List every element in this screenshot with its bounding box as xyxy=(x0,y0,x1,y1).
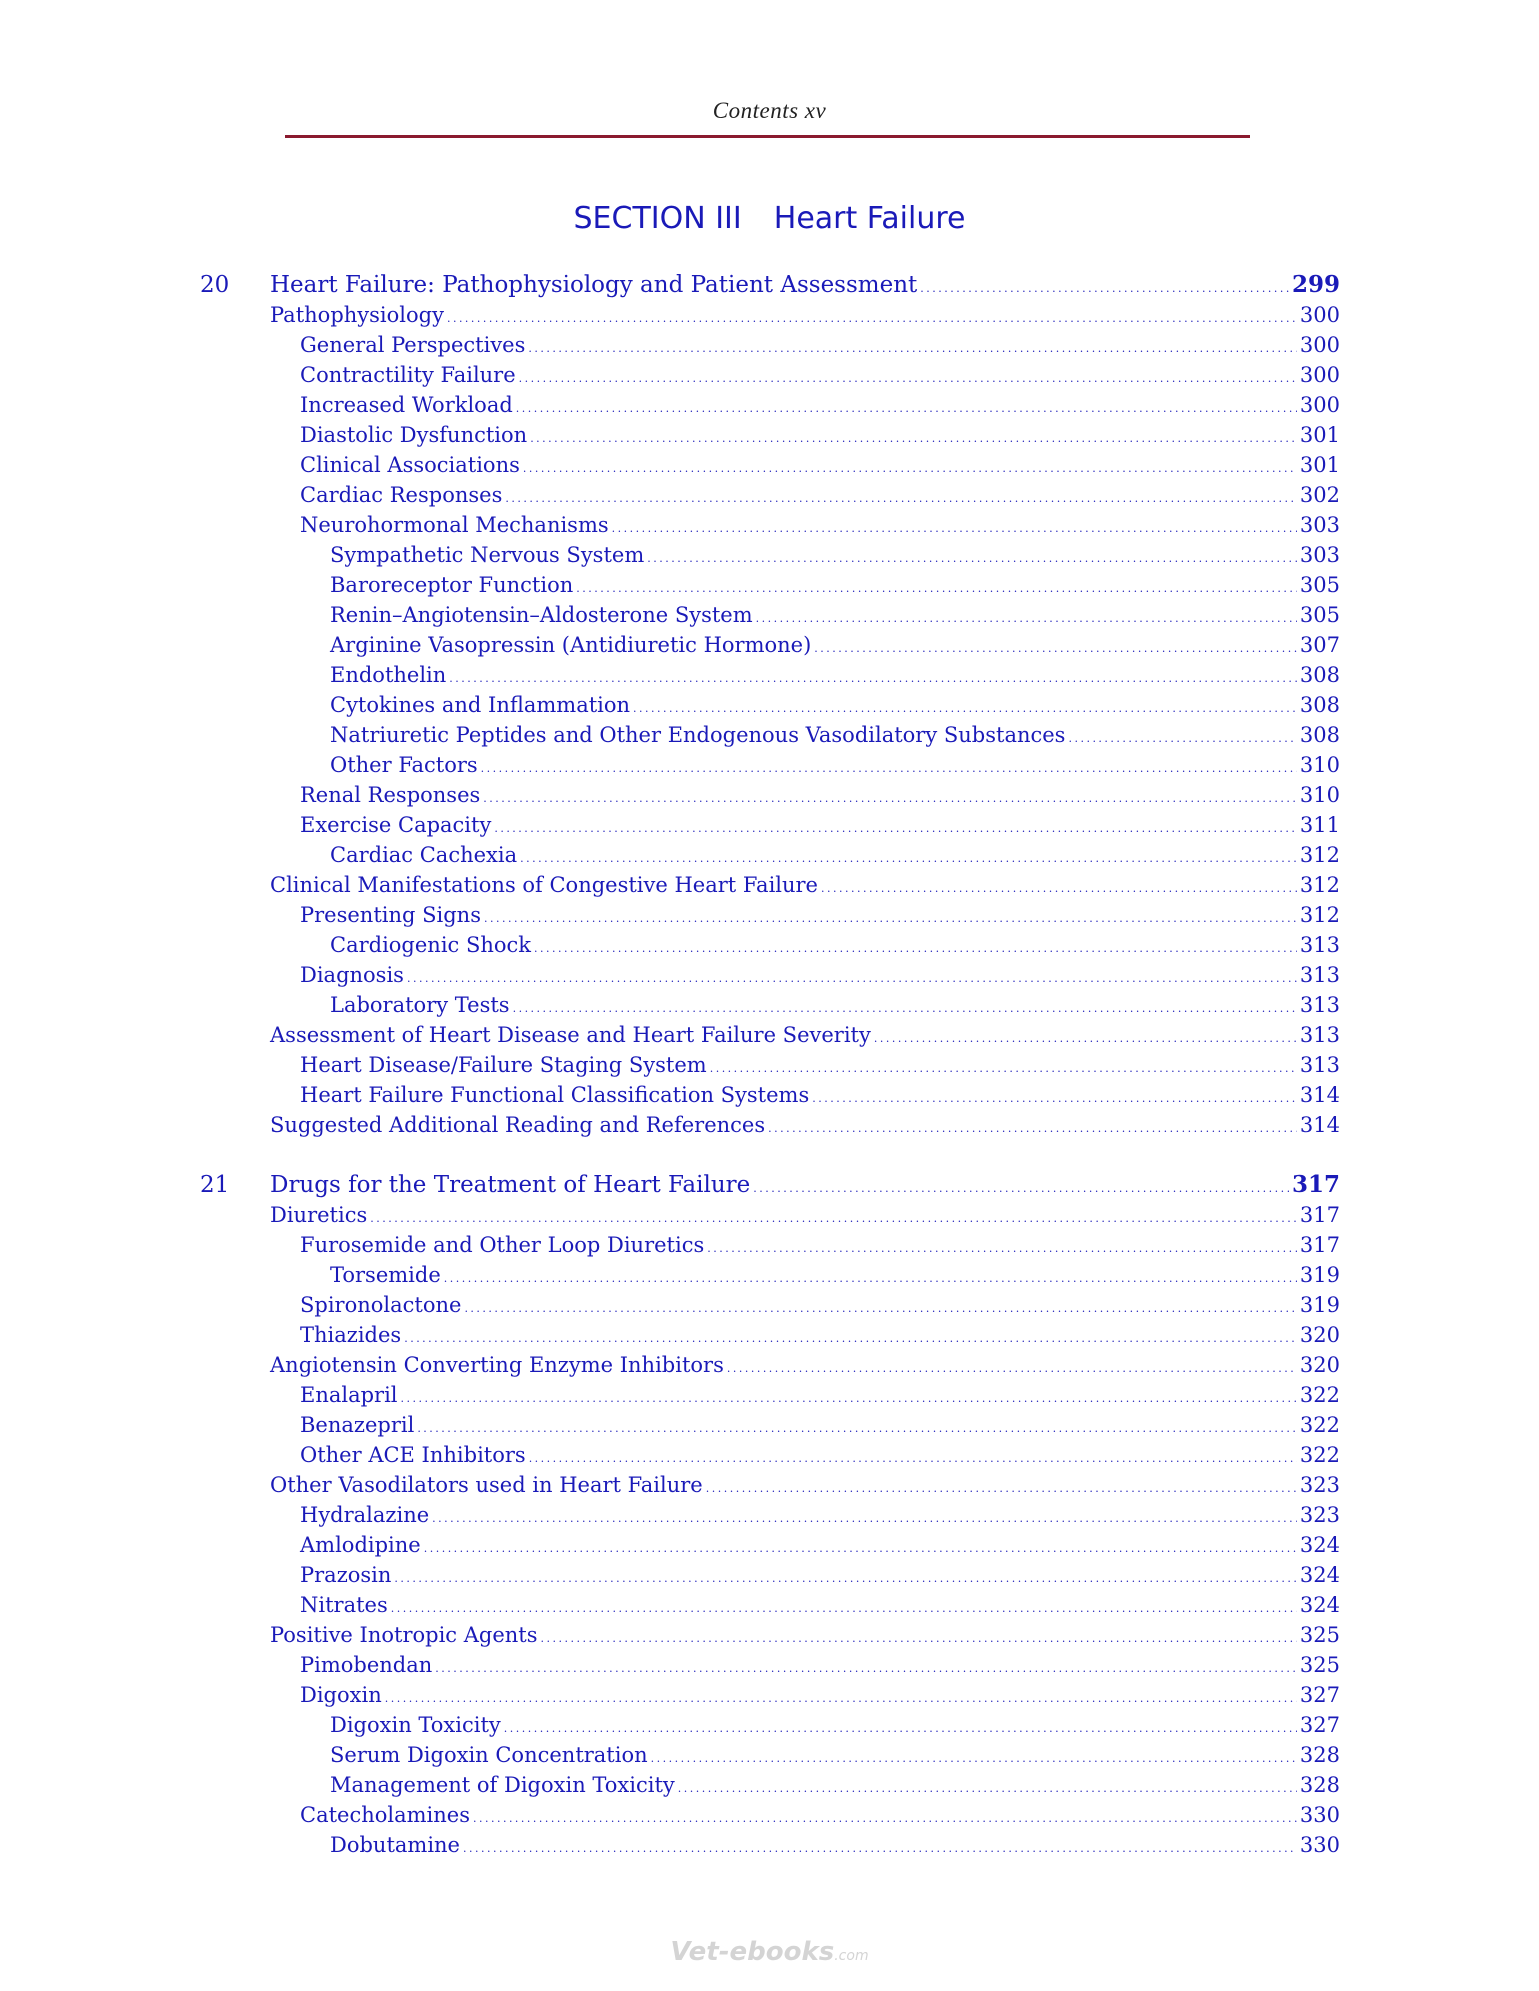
entry-title: Angiotensin Converting Enzyme Inhibitors xyxy=(270,1353,724,1377)
entry-title: Diastolic Dysfunction xyxy=(300,423,528,447)
entry-title: Serum Digoxin Concentration xyxy=(330,1743,648,1767)
page-number: 319 xyxy=(1299,1263,1340,1287)
toc-entry[interactable] xyxy=(0,1650,1539,1680)
dot-leader xyxy=(633,690,1297,724)
toc-entry[interactable] xyxy=(0,1590,1539,1620)
page-number: 300 xyxy=(1299,393,1340,417)
dot-leader xyxy=(678,1770,1297,1804)
page-number: 313 xyxy=(1299,1023,1340,1047)
entry-title: Cytokines and Inflammation xyxy=(330,693,631,717)
entry-title: Renin–Angiotensin–Aldosterone System xyxy=(330,603,753,627)
dot-leader xyxy=(753,1170,1289,1204)
page-number: 319 xyxy=(1299,1293,1340,1317)
entry-title: Positive Inotropic Agents xyxy=(270,1623,538,1647)
toc-entry[interactable] xyxy=(0,810,1539,840)
dot-leader xyxy=(651,1740,1297,1774)
dot-leader xyxy=(481,750,1297,784)
entry-title: General Perspectives xyxy=(300,333,526,357)
toc-entry[interactable] xyxy=(0,1080,1539,1110)
dot-leader xyxy=(920,270,1289,304)
dot-leader xyxy=(513,990,1297,1024)
section-heading xyxy=(0,201,1539,236)
dot-leader xyxy=(449,660,1297,694)
page-number: 299 xyxy=(1291,271,1340,298)
dot-leader xyxy=(473,1800,1297,1834)
page-number: 302 xyxy=(1299,483,1340,507)
toc-entry[interactable] xyxy=(0,960,1539,990)
page-number: 305 xyxy=(1299,603,1340,627)
toc-entry[interactable] xyxy=(0,1200,1539,1230)
toc-entry[interactable] xyxy=(0,900,1539,930)
entry-title: Heart Failure Functional Classification Systems xyxy=(300,1083,810,1107)
toc-entry[interactable] xyxy=(0,1320,1539,1350)
dot-leader xyxy=(483,780,1297,814)
page-number: 322 xyxy=(1299,1413,1340,1437)
entry-title: Clinical Associations xyxy=(300,453,520,477)
entry-title: Diuretics xyxy=(270,1203,368,1227)
dot-leader xyxy=(814,630,1297,664)
dot-leader xyxy=(370,1200,1297,1234)
entry-title: Pimobendan xyxy=(300,1653,433,1677)
page-number: 311 xyxy=(1299,813,1340,837)
entry-title: Contractility Failure xyxy=(300,363,516,387)
section-title: Heart Failure xyxy=(773,201,966,236)
dot-leader xyxy=(768,1110,1297,1144)
toc-entry[interactable] xyxy=(0,510,1539,540)
toc-entry[interactable] xyxy=(0,1710,1539,1740)
entry-title: Heart Failure: Pathophysiology and Patient Assessment xyxy=(270,272,918,298)
entry-title: Presenting Signs xyxy=(300,903,481,927)
entry-title: Exercise Capacity xyxy=(300,813,492,837)
toc-entry[interactable] xyxy=(0,1350,1539,1380)
page-number: 322 xyxy=(1299,1383,1340,1407)
entry-title: Nitrates xyxy=(300,1593,388,1617)
page-number: 312 xyxy=(1299,873,1340,897)
entry-title: Amlodipine xyxy=(300,1533,421,1557)
dot-leader xyxy=(812,1080,1297,1114)
dot-leader xyxy=(391,1590,1297,1624)
running-head: Contents xv xyxy=(712,98,827,123)
entry-title: Neurohormonal Mechanisms xyxy=(300,513,609,537)
toc-entry[interactable] xyxy=(0,870,1539,900)
dot-leader xyxy=(464,1290,1296,1324)
toc-entry[interactable] xyxy=(0,1500,1539,1530)
entry-title: Arginine Vasopressin (Antidiuretic Hormone) xyxy=(330,633,812,657)
page-number: 303 xyxy=(1299,543,1340,567)
entry-title: Enalapril xyxy=(300,1383,398,1407)
entry-title: Benazepril xyxy=(300,1413,415,1437)
page-number: 307 xyxy=(1299,633,1340,657)
entry-title: Digoxin Toxicity xyxy=(330,1713,501,1737)
toc-entry[interactable] xyxy=(0,480,1539,510)
page-number: 300 xyxy=(1299,333,1340,357)
page-number: 320 xyxy=(1299,1323,1340,1347)
page-number: 300 xyxy=(1299,363,1340,387)
page-number: 308 xyxy=(1299,663,1340,687)
toc-entry[interactable] xyxy=(0,1830,1539,1860)
page-number: 327 xyxy=(1299,1713,1340,1737)
dot-leader xyxy=(394,1560,1296,1594)
page-number: 324 xyxy=(1299,1533,1340,1557)
page-number: 303 xyxy=(1299,513,1340,537)
chapter-number: 21 xyxy=(200,1172,230,1198)
dot-leader xyxy=(821,870,1297,904)
page-number: 308 xyxy=(1299,693,1340,717)
toc-entry[interactable] xyxy=(0,420,1539,450)
entry-title: Suggested Additional Reading and References xyxy=(270,1113,766,1137)
toc-entry[interactable] xyxy=(0,450,1539,480)
page-number: 328 xyxy=(1299,1773,1340,1797)
toc-entry[interactable] xyxy=(0,1800,1539,1830)
dot-leader xyxy=(424,1530,1297,1564)
toc-entry[interactable] xyxy=(0,570,1539,600)
entry-title: Heart Disease/Failure Staging System xyxy=(300,1053,707,1077)
toc-entry[interactable] xyxy=(0,1260,1539,1290)
watermark-main: Vet-ebooks xyxy=(670,1937,835,1967)
toc-entry[interactable] xyxy=(0,300,1539,330)
toc-entry[interactable] xyxy=(0,630,1539,660)
dot-leader xyxy=(505,480,1297,514)
page-number: 323 xyxy=(1299,1503,1340,1527)
toc-entry[interactable] xyxy=(0,1620,1539,1650)
toc-entry[interactable] xyxy=(0,1530,1539,1560)
dot-leader xyxy=(707,1230,1297,1264)
dot-leader xyxy=(520,840,1297,874)
dot-leader xyxy=(463,1830,1297,1864)
toc-entry[interactable] xyxy=(0,1110,1539,1140)
page-number: 310 xyxy=(1299,783,1340,807)
dot-leader xyxy=(401,1380,1297,1414)
entry-title: Laboratory Tests xyxy=(330,993,510,1017)
toc-entry[interactable] xyxy=(0,1020,1539,1050)
page-number: 327 xyxy=(1299,1683,1340,1707)
page-number: 314 xyxy=(1299,1083,1340,1107)
toc-entry[interactable] xyxy=(0,1560,1539,1590)
chapter-entry[interactable] xyxy=(0,270,1539,300)
page-number: 320 xyxy=(1299,1353,1340,1377)
toc-entry[interactable] xyxy=(0,930,1539,960)
toc-entry[interactable] xyxy=(0,840,1539,870)
dot-leader xyxy=(407,960,1297,994)
toc-entry[interactable] xyxy=(0,720,1539,750)
entry-title: Catecholamines xyxy=(300,1803,470,1827)
dot-leader xyxy=(404,1320,1297,1354)
dot-leader xyxy=(1068,720,1296,754)
dot-leader xyxy=(530,420,1297,454)
page-number: 313 xyxy=(1299,963,1340,987)
toc-entry[interactable] xyxy=(0,1740,1539,1770)
dot-leader xyxy=(385,1680,1297,1714)
dot-leader xyxy=(576,570,1297,604)
dot-leader xyxy=(519,360,1297,394)
watermark xyxy=(0,1937,1539,1967)
dot-leader xyxy=(529,1440,1297,1474)
page-number: 301 xyxy=(1299,453,1340,477)
page-number: 300 xyxy=(1299,303,1340,327)
toc-entry[interactable] xyxy=(0,360,1539,390)
dot-leader xyxy=(612,510,1297,544)
toc-entry[interactable] xyxy=(0,660,1539,690)
toc-entry[interactable] xyxy=(0,1380,1539,1410)
entry-title: Cardiac Cachexia xyxy=(330,843,518,867)
toc-entry[interactable] xyxy=(0,1230,1539,1260)
chapter-number: 20 xyxy=(200,272,230,298)
entry-title: Renal Responses xyxy=(300,783,481,807)
entry-title: Clinical Manifestations of Congestive Heart Failure xyxy=(270,873,818,897)
entry-title: Cardiogenic Shock xyxy=(330,933,532,957)
entry-title: Other ACE Inhibitors xyxy=(300,1443,526,1467)
page-number: 313 xyxy=(1299,1053,1340,1077)
entry-title: Management of Digoxin Toxicity xyxy=(330,1773,675,1797)
toc-entry[interactable] xyxy=(0,750,1539,780)
dot-leader xyxy=(494,810,1297,844)
dot-leader xyxy=(756,600,1297,634)
toc-entry[interactable] xyxy=(0,690,1539,720)
toc-entry[interactable] xyxy=(0,1050,1539,1080)
entry-title: Endothelin xyxy=(330,663,447,687)
page-number: 313 xyxy=(1299,993,1340,1017)
watermark-suffix: .com xyxy=(834,1948,869,1964)
dot-leader xyxy=(647,540,1297,574)
entry-title: Diagnosis xyxy=(300,963,404,987)
page-number: 325 xyxy=(1299,1653,1340,1677)
dot-leader xyxy=(432,1500,1297,1534)
entry-title: Cardiac Responses xyxy=(300,483,503,507)
toc-entry[interactable] xyxy=(0,990,1539,1020)
dot-leader xyxy=(444,1260,1297,1294)
dot-leader xyxy=(417,1410,1297,1444)
dot-leader xyxy=(727,1350,1297,1384)
entry-title: Thiazides xyxy=(300,1323,402,1347)
entry-title: Assessment of Heart Disease and Heart Failure Severity xyxy=(270,1023,871,1047)
page-number: 312 xyxy=(1299,903,1340,927)
page-number: 330 xyxy=(1299,1833,1340,1857)
entry-title: Increased Workload xyxy=(300,393,513,417)
toc-entry[interactable] xyxy=(0,1770,1539,1800)
toc-entry[interactable] xyxy=(0,780,1539,810)
page-number: 324 xyxy=(1299,1593,1340,1617)
entry-title: Other Factors xyxy=(330,753,478,777)
dot-leader xyxy=(523,450,1297,484)
dot-leader xyxy=(528,330,1297,364)
page-number: 324 xyxy=(1299,1563,1340,1587)
page-number: 310 xyxy=(1299,753,1340,777)
entry-title: Baroreceptor Function xyxy=(330,573,574,597)
toc-entry[interactable] xyxy=(0,390,1539,420)
entry-title: Hydralazine xyxy=(300,1503,430,1527)
entry-title: Furosemide and Other Loop Diuretics xyxy=(300,1233,705,1257)
entry-title: Torsemide xyxy=(330,1263,441,1287)
dot-leader xyxy=(534,930,1297,964)
page-number: 328 xyxy=(1299,1743,1340,1767)
page-number: 323 xyxy=(1299,1473,1340,1497)
page-number: 330 xyxy=(1299,1803,1340,1827)
page-number: 305 xyxy=(1299,573,1340,597)
section-label: SECTION III xyxy=(573,201,742,236)
entry-title: Natriuretic Peptides and Other Endogenous Vasodilatory Substances xyxy=(330,723,1066,747)
toc-entry[interactable] xyxy=(0,330,1539,360)
entry-title: Other Vasodilators used in Heart Failure xyxy=(270,1473,703,1497)
entry-title: Pathophysiology xyxy=(270,303,444,327)
toc-entry[interactable] xyxy=(0,1680,1539,1710)
page-number: 308 xyxy=(1299,723,1340,747)
dot-leader xyxy=(541,1620,1297,1654)
entry-title: Spironolactone xyxy=(300,1293,462,1317)
page-number: 325 xyxy=(1299,1623,1340,1647)
dot-leader xyxy=(874,1020,1297,1054)
page-number: 314 xyxy=(1299,1113,1340,1137)
page-number: 313 xyxy=(1299,933,1340,957)
page-number: 312 xyxy=(1299,843,1340,867)
toc-entry[interactable] xyxy=(0,600,1539,630)
entry-title: Digoxin xyxy=(300,1683,382,1707)
chapter-entry[interactable] xyxy=(0,1170,1539,1200)
toc-entry[interactable] xyxy=(0,1470,1539,1500)
dot-leader xyxy=(504,1710,1297,1744)
dot-leader xyxy=(516,390,1297,424)
toc-entry[interactable] xyxy=(0,1410,1539,1440)
entry-title: Dobutamine xyxy=(330,1833,460,1857)
toc-entry[interactable] xyxy=(0,540,1539,570)
page-number: 301 xyxy=(1299,423,1340,447)
header-rule xyxy=(285,135,1250,138)
entry-title: Prazosin xyxy=(300,1563,392,1587)
page-number: 317 xyxy=(1299,1233,1340,1257)
page-number: 322 xyxy=(1299,1443,1340,1467)
toc-entry[interactable] xyxy=(0,1440,1539,1470)
dot-leader xyxy=(710,1050,1297,1084)
toc-entry[interactable] xyxy=(0,1290,1539,1320)
dot-leader xyxy=(484,900,1297,934)
entry-title: Drugs for the Treatment of Heart Failure xyxy=(270,1172,751,1198)
page-number: 317 xyxy=(1291,1171,1340,1198)
dot-leader xyxy=(706,1470,1297,1504)
entry-title: Sympathetic Nervous System xyxy=(330,543,645,567)
dot-leader xyxy=(435,1650,1297,1684)
page-number: 317 xyxy=(1299,1203,1340,1227)
dot-leader xyxy=(447,300,1297,334)
